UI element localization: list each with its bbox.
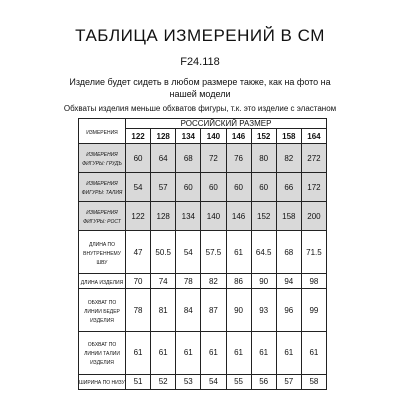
row-label: ИЗМЕРЕНИЯ ФИГУРЫ: ТАЛИЯ <box>81 181 123 197</box>
value-cell: 57 <box>151 173 176 202</box>
row-label-cell <box>79 144 126 173</box>
value-cell: 93 <box>251 289 276 332</box>
value-cell: 94 <box>276 273 301 288</box>
value-cell: 78 <box>126 289 151 332</box>
row-label-cell <box>79 231 126 274</box>
value-cell: 81 <box>151 289 176 332</box>
table-row <box>79 231 327 274</box>
table-row <box>79 173 327 202</box>
value-cell: 52 <box>151 374 176 389</box>
value-cell: 122 <box>126 202 151 231</box>
value-cell: 61 <box>226 231 251 274</box>
value-cell: 55 <box>226 374 251 389</box>
row-label-cell <box>79 202 126 231</box>
value-cell: 82 <box>276 144 301 173</box>
value-cell: 61 <box>176 331 201 374</box>
size-header-label: РОССИЙСКИЙ РАЗМЕР <box>126 119 327 129</box>
size-table <box>78 118 327 390</box>
row-label-cell <box>79 374 126 389</box>
value-cell: 61 <box>201 331 226 374</box>
row-label: ДЛИНА ПО ВНУТРЕННЕМУ ШВУ <box>83 241 121 266</box>
value-cell: 60 <box>226 173 251 202</box>
value-cell: 158 <box>276 202 301 231</box>
value-cell: 64 <box>151 144 176 173</box>
fit-note-line2: нашей модели <box>169 89 231 99</box>
value-cell: 99 <box>301 289 326 332</box>
value-cell: 90 <box>251 273 276 288</box>
size-cell: 122 <box>126 129 151 144</box>
value-cell: 50.5 <box>151 231 176 274</box>
value-cell: 70 <box>126 273 151 288</box>
elastane-note: Обхваты изделия меньше обхватов фигуры, т.к. это изделие с эластаном <box>63 104 337 113</box>
value-cell: 146 <box>226 202 251 231</box>
row-label: ИЗМЕРЕНИЯ ФИГУРЫ: ГРУДЬ <box>82 152 122 168</box>
value-cell: 82 <box>201 273 226 288</box>
value-cell: 96 <box>276 289 301 332</box>
value-cell: 60 <box>176 173 201 202</box>
value-cell: 47 <box>126 231 151 274</box>
fit-note <box>0 76 400 100</box>
value-cell: 53 <box>176 374 201 389</box>
measure-label: ИЗМЕРЕНИЯ <box>86 129 118 136</box>
page-title: ТАБЛИЦА ИЗМЕРЕНИЙ В СМ <box>75 26 325 45</box>
row-label-cell <box>79 331 126 374</box>
value-cell: 140 <box>201 202 226 231</box>
table-row <box>79 202 327 231</box>
measure-label-cell <box>79 119 126 144</box>
value-cell: 54 <box>176 231 201 274</box>
value-cell: 200 <box>301 202 326 231</box>
value-cell: 272 <box>301 144 326 173</box>
size-cell: 164 <box>301 129 326 144</box>
value-cell: 74 <box>151 273 176 288</box>
value-cell: 57 <box>276 374 301 389</box>
value-cell: 172 <box>301 173 326 202</box>
value-cell: 61 <box>301 331 326 374</box>
value-cell: 61 <box>126 331 151 374</box>
value-cell: 68 <box>176 144 201 173</box>
row-label-cell <box>79 173 126 202</box>
value-cell: 78 <box>176 273 201 288</box>
value-cell: 60 <box>126 144 151 173</box>
value-cell: 86 <box>226 273 251 288</box>
value-cell: 61 <box>276 331 301 374</box>
size-cell: 140 <box>201 129 226 144</box>
fit-note-line1: Изделие будет сидеть в любом размере также, как на фото на <box>69 77 331 87</box>
table-row <box>79 144 327 173</box>
size-cell: 146 <box>226 129 251 144</box>
value-cell: 84 <box>176 289 201 332</box>
value-cell: 57.5 <box>201 231 226 274</box>
value-cell: 54 <box>201 374 226 389</box>
value-cell: 128 <box>151 202 176 231</box>
table-row <box>79 273 327 288</box>
row-label-cell <box>79 289 126 332</box>
value-cell: 61 <box>251 331 276 374</box>
value-cell: 61 <box>226 331 251 374</box>
row-label: ОБХВАТ ПО ЛИНИИ ТАЛИИ ИЗДЕЛИЯ <box>84 342 120 367</box>
row-label: ИЗМЕРЕНИЯ ФИГУРЫ: РОСТ <box>83 210 121 226</box>
size-cell: 134 <box>176 129 201 144</box>
value-cell: 76 <box>226 144 251 173</box>
value-cell: 61 <box>151 331 176 374</box>
value-cell: 56 <box>251 374 276 389</box>
value-cell: 51 <box>126 374 151 389</box>
size-cell: 158 <box>276 129 301 144</box>
table-row <box>79 331 327 374</box>
value-cell: 60 <box>251 173 276 202</box>
size-cell: 152 <box>251 129 276 144</box>
value-cell: 72 <box>201 144 226 173</box>
row-label-cell <box>79 273 126 288</box>
table-row <box>79 374 327 389</box>
value-cell: 64.5 <box>251 231 276 274</box>
value-cell: 87 <box>201 289 226 332</box>
value-cell: 68 <box>276 231 301 274</box>
value-cell: 80 <box>251 144 276 173</box>
product-code: F24.118 <box>180 56 220 68</box>
row-label: ШИРИНА ПО НИЗУ <box>79 380 125 387</box>
row-label: ОБХВАТ ПО ЛИНИИ БЕДЕР ИЗДЕЛИЯ <box>84 299 120 324</box>
value-cell: 90 <box>226 289 251 332</box>
row-label: ДЛИНА ИЗДЕЛИЯ <box>80 279 124 286</box>
size-header-row <box>79 119 327 129</box>
value-cell: 152 <box>251 202 276 231</box>
value-cell: 58 <box>301 374 326 389</box>
table-row <box>79 289 327 332</box>
value-cell: 98 <box>301 273 326 288</box>
value-cell: 71.5 <box>301 231 326 274</box>
value-cell: 54 <box>126 173 151 202</box>
size-cell: 128 <box>151 129 176 144</box>
value-cell: 66 <box>276 173 301 202</box>
value-cell: 134 <box>176 202 201 231</box>
value-cell: 60 <box>201 173 226 202</box>
